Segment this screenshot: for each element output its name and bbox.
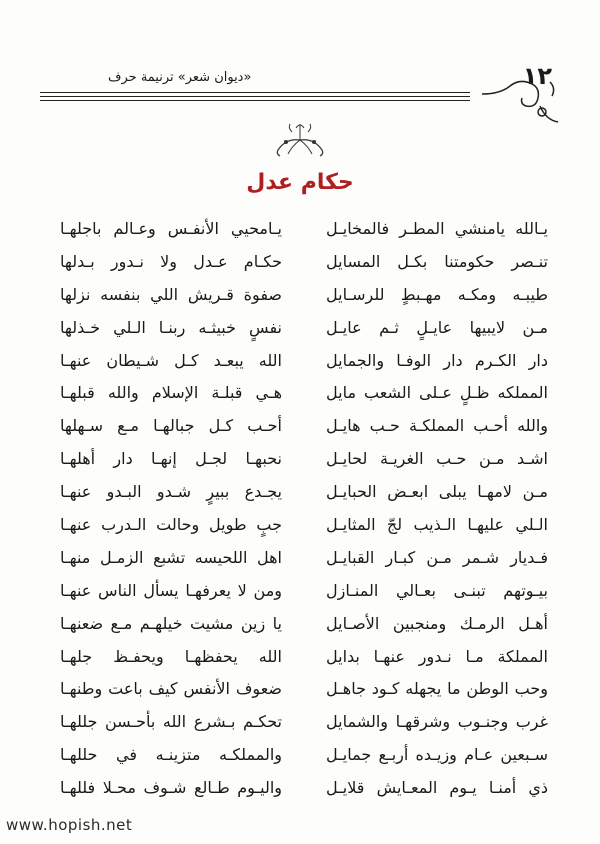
corner-ornament-icon [480, 76, 560, 126]
verse-row [60, 672, 548, 705]
first-hemistich: طيبـه ومكـه مهـبطٍ للرسـايل [326, 284, 548, 304]
second-hemistich: تحكـم بـشرع الله بأحـسن جللهـا [60, 712, 282, 732]
first-hemistich: ذي أمنـا يـوم المعـايش قلايـل [326, 778, 548, 798]
verse-row [60, 442, 548, 475]
first-hemistich: فـديار شـمر مـن كبـار القبايـل [326, 547, 548, 567]
first-hemistich: والله أحـب المملكـة حـب هايـل [326, 416, 548, 436]
second-hemistich: ضعوف الأنفس كيف باعت وطنهـا [60, 679, 282, 699]
first-hemistich: المملكة مـا نـدور عنهـا بدايل [326, 646, 548, 666]
second-hemistich: نحبهـا لجـل إنهـا دار أهلهـا [60, 449, 282, 469]
second-hemistich: ومن لا يعرفهـا يسأل الناس عنهـا [60, 580, 282, 600]
header-rule [40, 100, 470, 101]
page-header [40, 62, 560, 122]
first-hemistich: تنـصر حكومتنا بكـل المسايل [326, 251, 548, 271]
second-hemistich: الله يبعـد كـل شـيطان عنهـا [60, 350, 282, 370]
first-hemistich: بيـوتهم تبنـى بعـالي المنـازل [326, 580, 548, 600]
first-hemistich: اشـد مـن حـب الغريـة لحايـل [326, 449, 548, 469]
verse-row [60, 705, 548, 738]
floral-ornament-icon [272, 120, 328, 158]
verse-row [60, 212, 548, 245]
second-hemistich: يا زين مشيت خيلهـم مـع ضعنهـا [60, 613, 282, 633]
second-hemistich: يـامحيي الأنفـس وعـالم باجلهـا [60, 218, 282, 238]
verse-row [60, 409, 548, 442]
second-hemistich: نفسٍ خبيثـه ربنـا الـلي خـذلها [60, 317, 282, 337]
second-hemistich: والمملكـه متزينـه في حللهـا [60, 745, 282, 765]
first-hemistich: مـن لامهـا يبلى ابعـض الحبايـل [326, 482, 548, 502]
first-hemistich: مـن لايبيها عايـلٍ ثـم عايـل [326, 317, 548, 337]
first-hemistich: سـبعين عـام وزيـده أربـع جمايـل [326, 745, 548, 765]
first-hemistich: المملكه ظـلٍ عـلى الشعب مايل [326, 383, 548, 403]
verse-row [60, 475, 548, 508]
verse-row [60, 344, 548, 377]
first-hemistich: الـلي عليهـا الـذيب لجّ المثايـل [326, 514, 548, 534]
first-hemistich: وحب الوطن ما يجهله كـود جاهـل [326, 679, 548, 699]
first-hemistich: دار الكـرم دار الوفـا والجمايل [326, 350, 548, 370]
verse-row [60, 640, 548, 673]
second-hemistich: الله يحفظهـا ويحفـظ جلهـا [60, 646, 282, 666]
verse-row [60, 508, 548, 541]
poem-title: حكام عدل [246, 170, 354, 195]
second-hemistich: حكـام عـدل ولا نـدور بـدلها [60, 251, 282, 271]
verse-row [60, 771, 548, 804]
verse-row [60, 245, 548, 278]
header-rule [40, 96, 470, 97]
first-hemistich: يـالله يامنشي المطـر فالمخايـل [326, 218, 548, 238]
second-hemistich: يجـدع ببيرٍ شـدو البـدو عنهـا [60, 482, 282, 502]
verse-row [60, 278, 548, 311]
second-hemistich: اهل اللحيسه تشبع الزمـل منهـا [60, 547, 282, 567]
verse-row [60, 738, 548, 771]
second-hemistich: أحـب كـل جبالهـا مـع سـهلها [60, 416, 282, 436]
header-rule [40, 92, 470, 93]
verse-row [60, 376, 548, 409]
verse-row [60, 541, 548, 574]
verse-row [60, 607, 548, 640]
second-hemistich: جبٍ طويل وحالت الـدرب عنهـا [60, 514, 282, 534]
running-title: «ديوان شعر» ترنيمة حرف [108, 70, 252, 85]
first-hemistich: غرب وجنـوب وشرقهـا والشمايل [326, 712, 548, 732]
page-number: ١٢ [522, 62, 552, 90]
second-hemistich: هـي قبلـة الإسلام والله قبلهـا [60, 383, 282, 403]
second-hemistich: واليـوم طـالع شـوف محـلا فللهـا [60, 778, 282, 798]
verse-list [60, 212, 548, 804]
verse-row [60, 574, 548, 607]
verse-row [60, 311, 548, 344]
first-hemistich: أهـل الرمـك ومنجبين الأصـايل [326, 613, 548, 633]
site-watermark: www.hopish.net [6, 816, 133, 834]
second-hemistich: صفوة قـريش اللي بنفسه نزلها [60, 284, 282, 304]
